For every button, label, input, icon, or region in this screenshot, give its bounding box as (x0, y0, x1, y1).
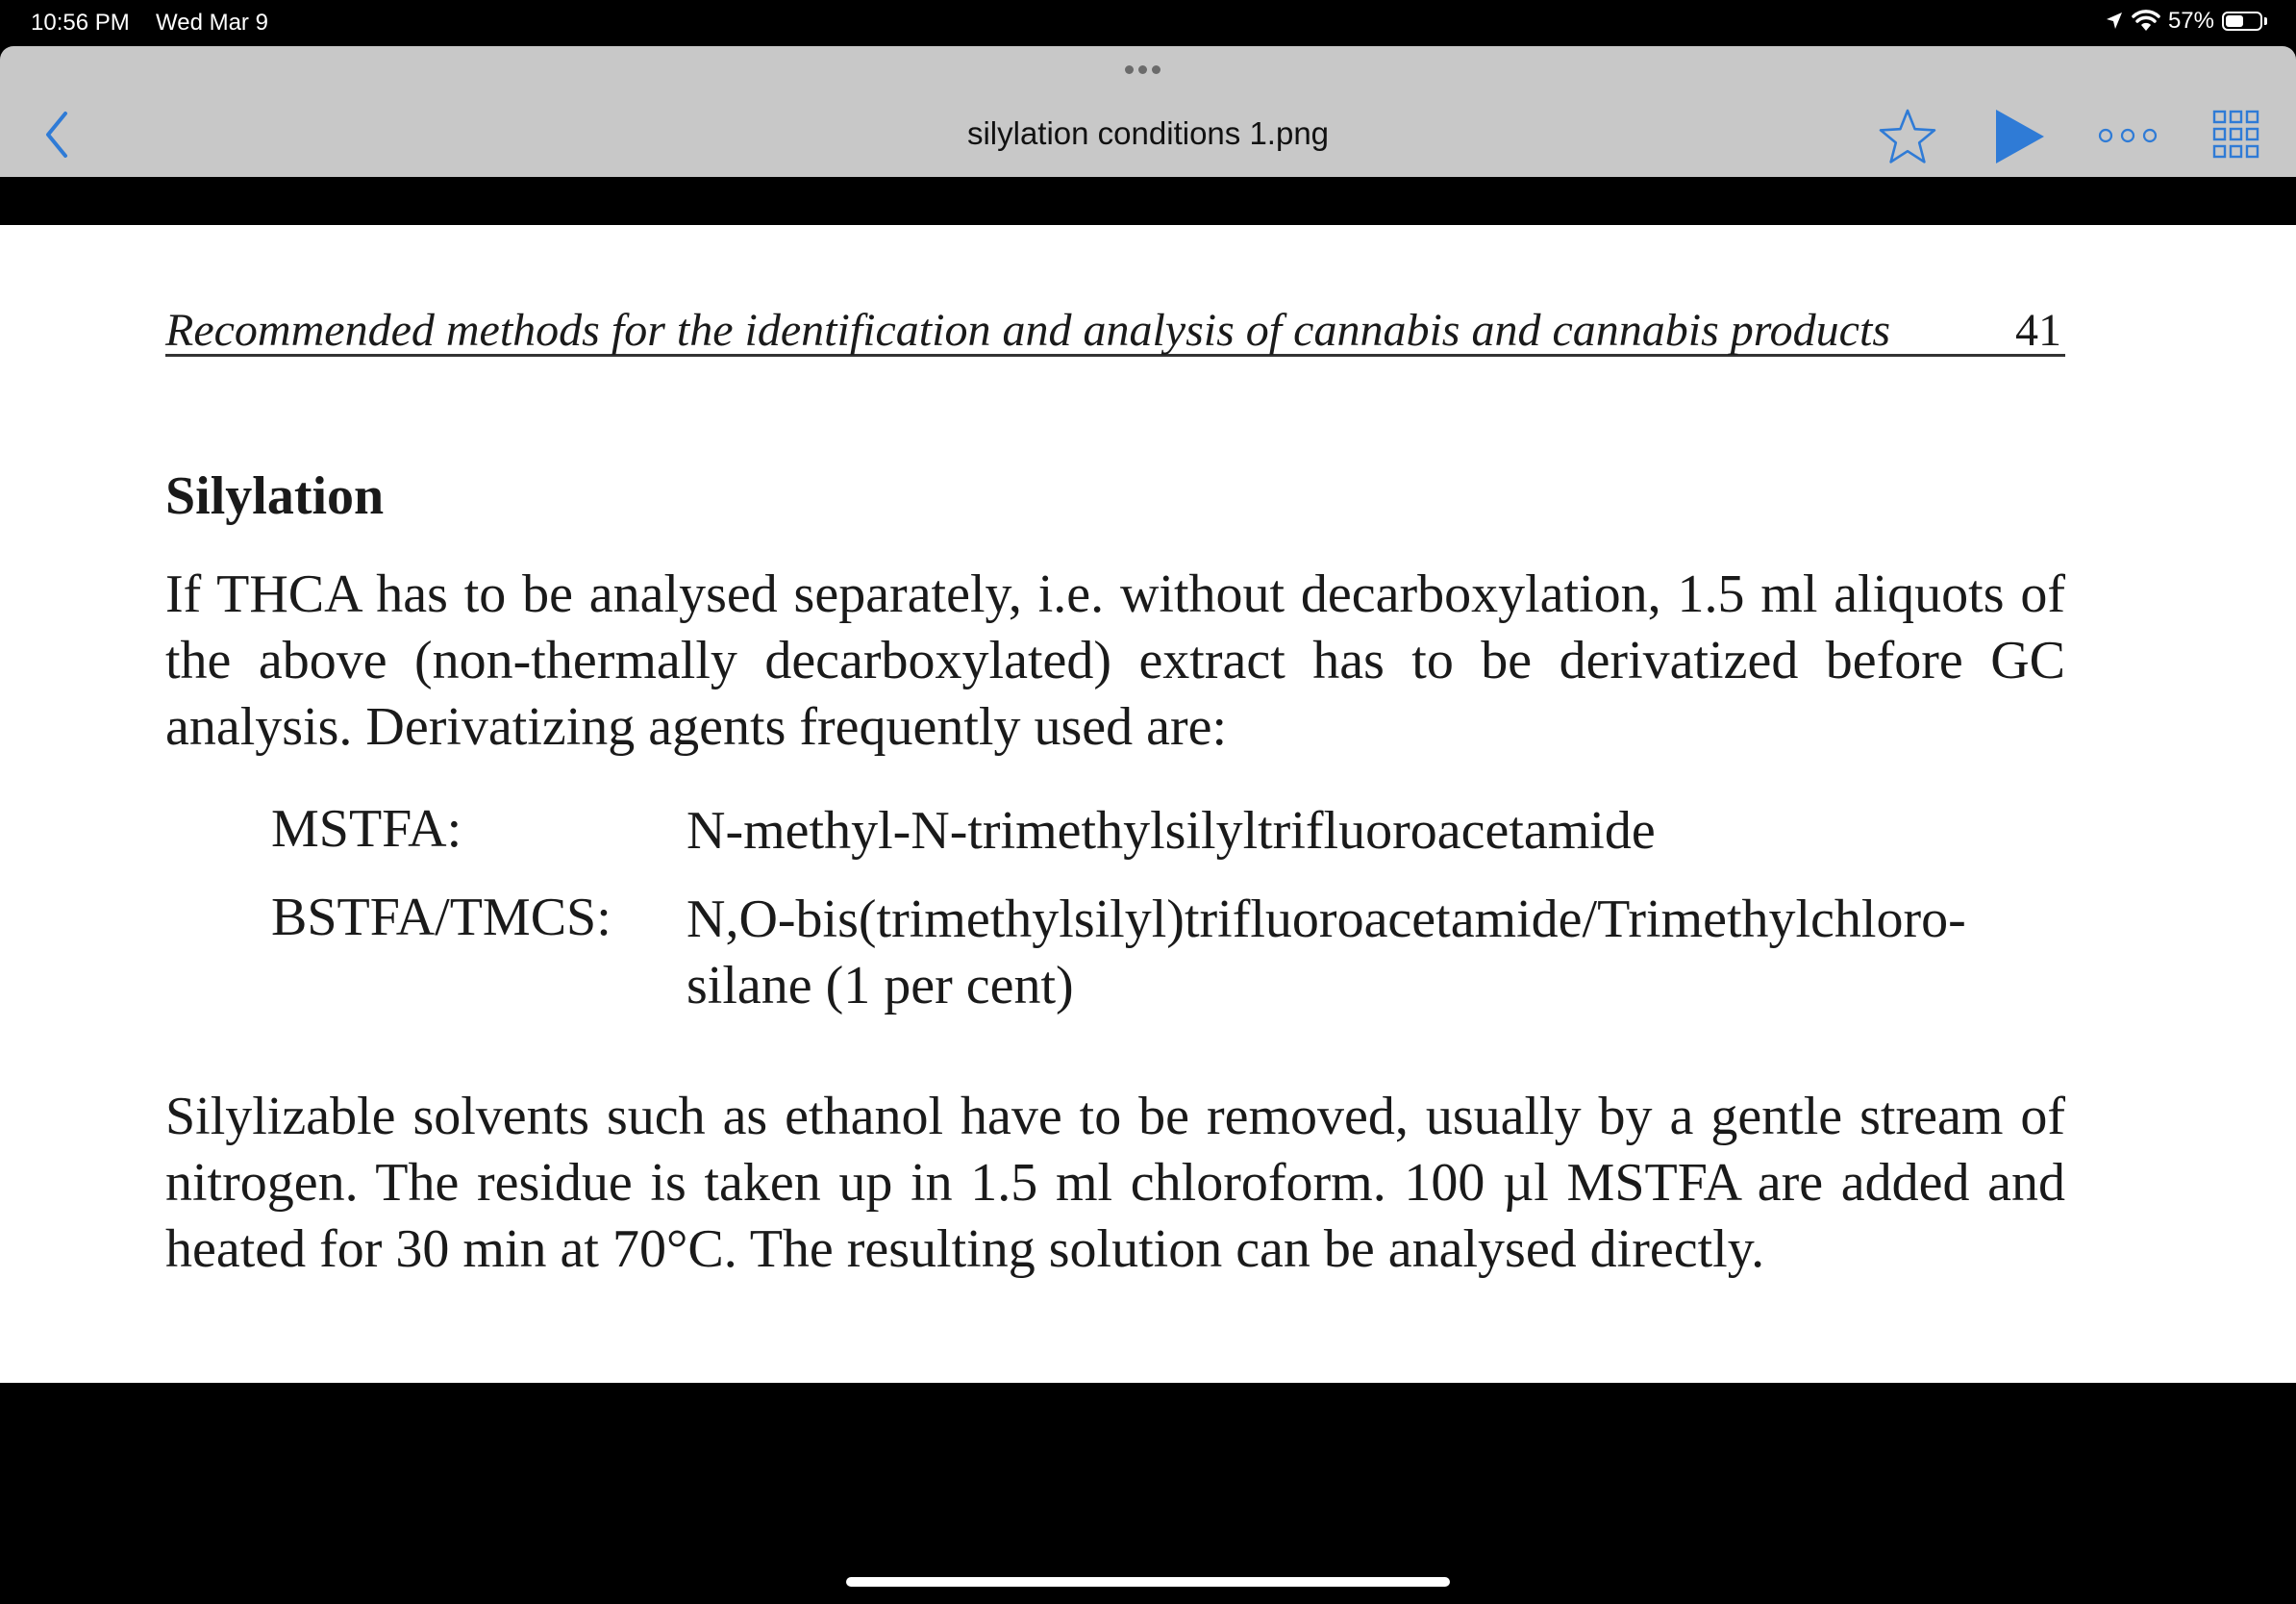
paragraph-intro: If THCA has to be analysed separately, i.e. without decarboxylation, 1.5 ml aliquots of the above (non-thermally decarboxylated) extract has to be derivatized before GC analysis. Derivatizing agents frequently used are: (165, 564, 2065, 757)
play-icon (1990, 106, 2048, 167)
star-icon (1877, 106, 1938, 167)
paragraph-procedure: Silylizable solvents such as ethanol have to be removed, usually by a gentle stream of nitrogen. The residue is taken up in 1.5 ml chloroform. 100 µl MSTFA are added and heated for 30 min at 70°C. The resulting solution can be analysed directly. (165, 1087, 2065, 1279)
chevron-left-icon (38, 106, 77, 163)
favorite-button[interactable] (1877, 106, 1938, 167)
grid-view-button[interactable] (2211, 108, 2261, 162)
battery-level (2226, 15, 2243, 27)
battery-icon (2222, 12, 2262, 31)
battery-percent: 57% (2167, 8, 2214, 34)
location-arrow-icon (2105, 11, 2124, 32)
section-heading: Silylation (165, 466, 385, 526)
grid-icon (2211, 108, 2261, 162)
wifi-icon (2132, 10, 2160, 33)
window-grabber-icon[interactable] (1125, 65, 1160, 74)
definition-term-bstfa: BSTFA/TMCS: (271, 888, 611, 947)
back-button[interactable] (38, 106, 87, 163)
play-button[interactable] (1990, 106, 2048, 167)
definition-text-bstfa: N,O-bis(trimethylsilyl)trifluoroacetamide/Trimethylchloro-silane (1 per cent) (686, 890, 1966, 1015)
definition-text-mstfa: N-methyl-N-trimethylsilyltrifluoroacetamide (686, 801, 1656, 861)
running-head (165, 304, 2065, 357)
toolbar (0, 46, 2296, 177)
running-head-title: Recommended methods for the identification and analysis of cannabis and cannabis products (165, 305, 1890, 356)
document-title: silylation conditions 1.png (966, 115, 1330, 151)
status-time: 10:56 PM (31, 10, 130, 36)
page-number: 41 (2015, 305, 2061, 356)
more-options-button[interactable] (2096, 121, 2163, 150)
status-bar (0, 0, 2296, 44)
status-indicators (2105, 8, 2267, 35)
status-date: Wed Mar 9 (156, 10, 268, 36)
definition-term-mstfa: MSTFA: (271, 799, 462, 859)
ellipsis-icon (2096, 121, 2163, 150)
battery-cap (2264, 17, 2267, 25)
home-indicator[interactable] (846, 1577, 1450, 1587)
document-page (0, 225, 2296, 1383)
